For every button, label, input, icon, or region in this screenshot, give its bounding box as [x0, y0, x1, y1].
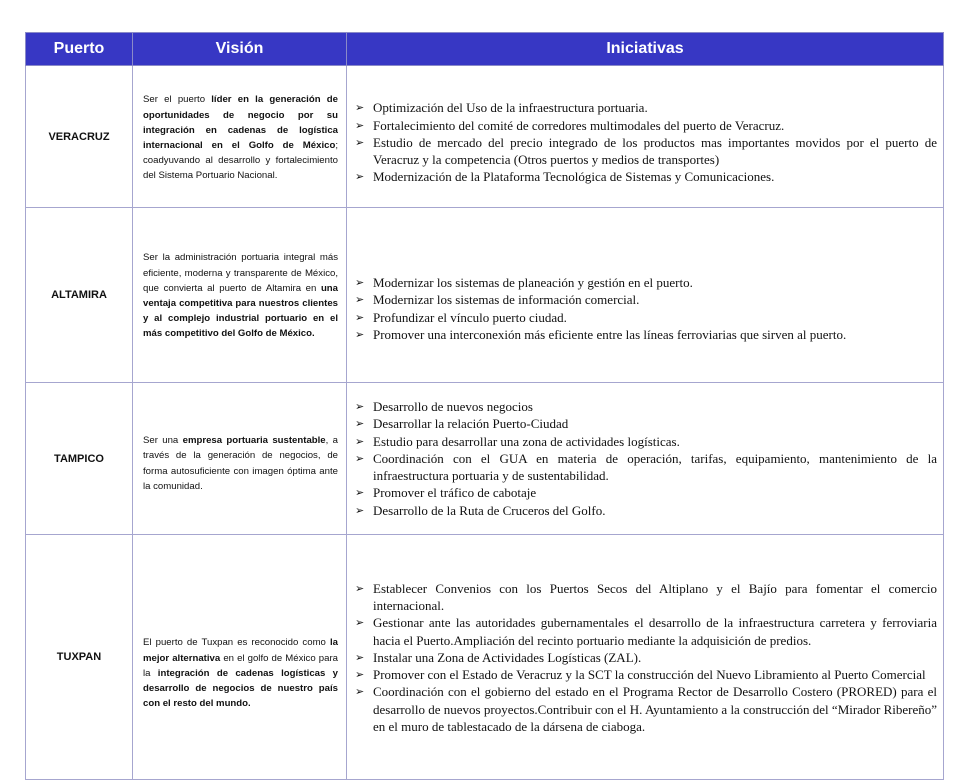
list-item [355, 683, 937, 735]
initiative-text: Coordinación con el gobierno del estado en el Programa Rector de Desarrollo Costero (PRORED) para el desarrollo de nuevos proyectos.Contribuir con el H. Ayuntamiento a la construcción del “Mirador Ribereño” en el muro de tablestacado de la dársena de ciaboga. [373, 684, 937, 734]
arrow-bullet-icon: ➢ [355, 400, 365, 414]
initiative-text: Promover con el Estado de Veracruz y la SCT la construcción del Nuevo Libramiento al Puerto Comercial [373, 667, 926, 683]
vision-text [133, 208, 347, 383]
initiative-text: Establecer Convenios con los Puertos Secos del Altiplano y el Bajío para fomentar el comercio internacional. [373, 581, 937, 614]
header-iniciativas: Iniciativas [347, 33, 944, 66]
vision-segment-bold: una ventaja competitiva para nuestros clientes y al complejo industrial portuario en el más competitivo del Golfo de México. [143, 282, 338, 340]
header-vision: Visión [133, 33, 347, 66]
list-item [355, 99, 937, 116]
arrow-bullet-icon: ➢ [355, 486, 365, 500]
arrow-bullet-icon: ➢ [355, 135, 365, 149]
vision-segment: Ser una [143, 435, 183, 447]
list-item [355, 326, 937, 343]
header-row [26, 33, 944, 66]
initiative-text: Modernizar los sistemas de información comercial. [373, 292, 640, 308]
arrow-bullet-icon: ➢ [355, 668, 365, 682]
vision-segment: ; coadyuvando al desarrollo y fortalecimiento del Sistema Portuario Nacional. [143, 140, 338, 182]
ports-table [25, 32, 944, 780]
arrow-bullet-icon: ➢ [355, 327, 365, 341]
list-item [355, 649, 937, 666]
table-row [26, 208, 944, 383]
vision-text [133, 66, 347, 208]
vision-segment-bold: integración de cadenas logísticas y desarrollo de negocios de nuestro país con el resto del mundo. [143, 667, 338, 710]
arrow-bullet-icon: ➢ [355, 417, 365, 431]
initiatives-cell [347, 66, 944, 208]
arrow-bullet-icon: ➢ [355, 616, 365, 630]
initiative-text: Desarrollo de la Ruta de Cruceros del Golfo. [373, 502, 606, 518]
vision-text [133, 383, 347, 535]
initiative-text: Estudio para desarrollar una zona de actividades logísticas. [373, 433, 680, 449]
initiatives-list [355, 580, 937, 735]
arrow-bullet-icon: ➢ [355, 451, 365, 465]
list-item [355, 502, 937, 519]
initiative-text: Desarrollar la relación Puerto-Ciudad [373, 416, 569, 432]
arrow-bullet-icon: ➢ [355, 685, 365, 699]
table-row [26, 66, 944, 208]
initiative-text: Profundizar el vínculo puerto ciudad. [373, 309, 567, 325]
list-item [355, 274, 937, 291]
list-item [355, 309, 937, 326]
arrow-bullet-icon: ➢ [355, 293, 365, 307]
vision-segment-bold: empresa portuaria sustentable [182, 435, 326, 447]
initiative-text: Modernización de la Plataforma Tecnológica de Sistemas y Comunicaciones. [373, 169, 775, 185]
arrow-bullet-icon: ➢ [355, 310, 365, 324]
table-row [26, 383, 944, 535]
arrow-bullet-icon: ➢ [355, 582, 365, 596]
initiative-text: Desarrollo de nuevos negocios [373, 399, 533, 415]
list-item [355, 433, 937, 450]
initiative-text: Modernizar los sistemas de planeación y gestión en el puerto. [373, 275, 693, 291]
vision-segment-bold: líder en la generación de oportunidades de negocio por su integración en cadenas de logística internacional en el Golfo de México [143, 94, 338, 151]
arrow-bullet-icon: ➢ [355, 101, 365, 115]
initiatives-list [355, 99, 937, 185]
initiative-text: Fortalecimiento del comité de corredores multimodales del puerto de Veracruz. [373, 117, 785, 133]
initiative-text: Promover el tráfico de cabotaje [373, 485, 537, 501]
port-name: TAMPICO [26, 383, 133, 535]
table-row [26, 535, 944, 780]
arrow-bullet-icon: ➢ [355, 650, 365, 664]
vision-text [133, 535, 347, 780]
vision-segment-bold: la mejor alternativa [143, 637, 338, 664]
vision-segment: Ser el puerto [143, 94, 212, 106]
list-item [355, 450, 937, 484]
initiatives-list [355, 274, 937, 343]
arrow-bullet-icon: ➢ [355, 276, 365, 290]
arrow-bullet-icon: ➢ [355, 434, 365, 448]
list-item [355, 484, 937, 501]
header-puerto: Puerto [26, 33, 133, 66]
arrow-bullet-icon: ➢ [355, 170, 365, 184]
list-item [355, 117, 937, 134]
vision-segment: Ser la administración portuaria integral más eficiente, moderna y transparente de México, que convierta al puerto de Altamira en [143, 252, 338, 294]
port-name: VERACRUZ [26, 66, 133, 208]
list-item [355, 580, 937, 614]
list-item [355, 666, 937, 683]
list-item [355, 398, 937, 415]
port-name: TUXPAN [26, 535, 133, 780]
initiatives-cell [347, 383, 944, 535]
arrow-bullet-icon: ➢ [355, 118, 365, 132]
initiatives-cell [347, 535, 944, 780]
vision-segment: El puerto de Tuxpan es reconocido como [143, 637, 330, 649]
initiative-text: Instalar una Zona de Actividades Logísticas (ZAL). [373, 649, 642, 665]
list-item [355, 168, 937, 185]
initiatives-list [355, 398, 937, 518]
port-name: ALTAMIRA [26, 208, 133, 383]
vision-segment: en el golfo de México para la [143, 652, 338, 679]
initiative-text: Promover una interconexión más eficiente entre las líneas ferroviarias que sirven al puerto. [373, 326, 847, 342]
initiative-text: Optimización del Uso de la infraestructura portuaria. [373, 100, 648, 116]
initiative-text: Estudio de mercado del precio integrado de los productos mas importantes movidos por el puerto de Veracruz y la competencia (Otros puertos y medios de transportes) [373, 134, 937, 168]
list-item [355, 614, 937, 648]
initiatives-cell [347, 208, 944, 383]
arrow-bullet-icon: ➢ [355, 503, 365, 517]
list-item [355, 291, 937, 308]
initiative-text: Coordinación con el GUA en materia de operación, tarifas, equipamiento, mantenimiento de la infraestructura portuaria y de sustentabilidad. [373, 450, 937, 484]
vision-segment: , a través de la generación de negocios, de forma autosuficiente con imagen óptima ante la comunidad. [143, 435, 338, 492]
list-item [355, 415, 937, 432]
list-item [355, 134, 937, 168]
initiative-text: Gestionar ante las autoridades gubernamentales el desarrollo de la infraestructura carretera y ferroviaria hacia el Puerto.Ampliación del recinto portuario mediante la adquisición de predios. [373, 615, 937, 648]
